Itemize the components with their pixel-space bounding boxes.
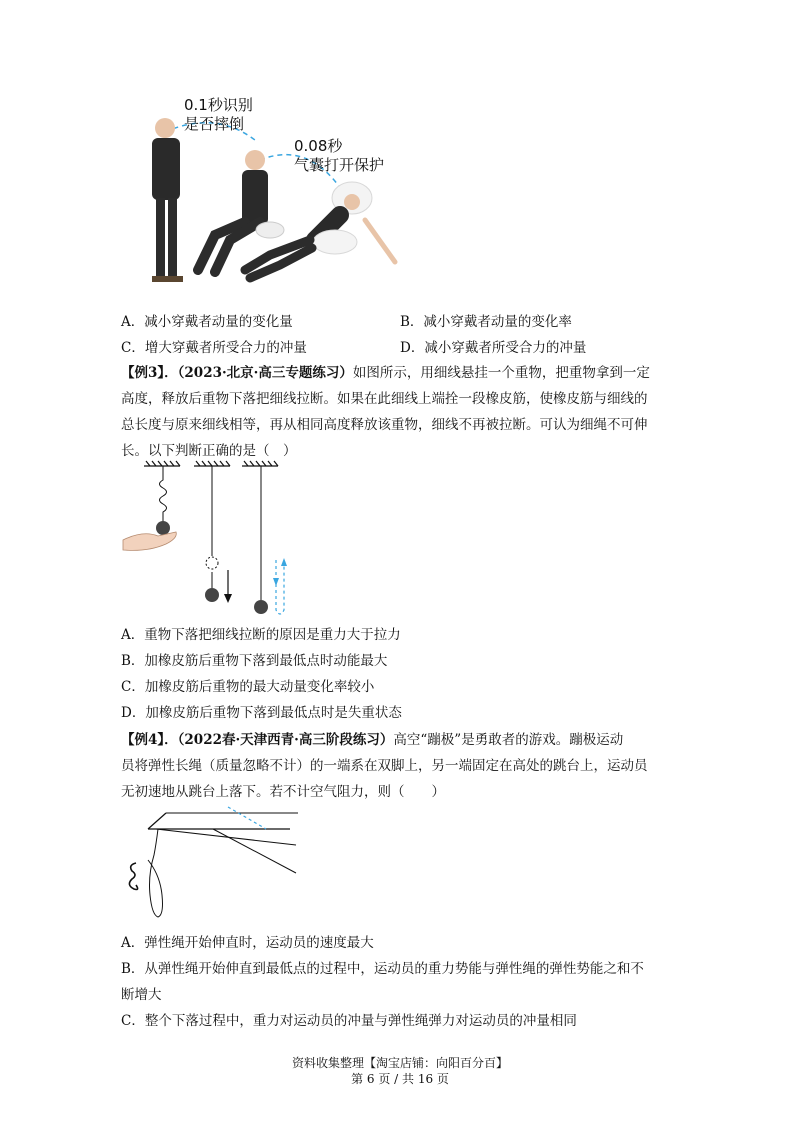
footer-page-number: 第 6 页 / 共 16 页	[351, 1072, 449, 1086]
pendulum-figure	[118, 460, 308, 625]
prev-option-b	[400, 312, 572, 332]
prev-option-c	[121, 338, 307, 358]
example3-tag: 【例3】．	[121, 365, 178, 381]
jumper-icon	[129, 863, 137, 890]
example4-line2: 员将弹性长绳（质量忽略不计）的一端系在双脚上，另一端固定在高处的跳台上，运动员	[121, 758, 648, 774]
example3-option-b	[121, 651, 387, 671]
prev-option-c-text: 增大穿戴者所受合力的冲量	[144, 340, 307, 356]
figure-label-2	[294, 137, 384, 175]
prev-option-d-text: 减小穿戴者所受合力的冲量	[424, 340, 587, 356]
bungee-figure	[118, 805, 303, 925]
example4-tag: 【例4】．	[121, 732, 178, 748]
example4-line3: 无初速地从跳台上落下。若不计空气阻力，则（ ）	[121, 784, 445, 800]
example4-option-a-text: 弹性绳开始伸直时，运动员的速度最大	[144, 935, 374, 951]
standing-person	[152, 118, 183, 282]
prev-option-a-text: 减小穿戴者动量的变化量	[144, 314, 293, 330]
example4-option-a	[121, 933, 374, 953]
figure-label-1	[184, 96, 253, 134]
example3-option-b-letter: B．	[121, 653, 145, 669]
example3-option-a-letter: A．	[121, 627, 145, 643]
prev-option-d	[400, 338, 586, 358]
figure-label-1-line2: 是否摔倒	[184, 115, 245, 133]
example4-option-b-cont-text: 断增大	[121, 987, 162, 1003]
prev-option-b-text: 减小穿戴者动量的变化率	[423, 314, 572, 330]
prev-option-b-letter: B．	[400, 314, 424, 330]
example3-option-d-text: 加橡皮筋后重物下落到最低点时是失重状态	[145, 705, 402, 721]
airbag-illustration	[120, 90, 420, 295]
example4-option-b	[121, 959, 644, 979]
example3-text1: 如图所示，用细线悬挂一个重物，把重物拿到一定	[352, 365, 650, 381]
example4-option-a-letter: A．	[121, 935, 145, 951]
example3-option-d	[121, 703, 402, 723]
example4-source: （2022春·天津西青·高三阶段练习）	[177, 732, 394, 748]
figure-label-2-line2: 气囊打开保护	[294, 156, 385, 174]
pendulum-diagram	[118, 460, 308, 625]
example4-option-c-letter: C．	[121, 1013, 145, 1029]
example3-line4: 长。以下判断正确的是（ ）	[121, 443, 297, 459]
airbag-figure	[120, 90, 420, 295]
hand-icon	[123, 532, 176, 550]
prev-option-d-letter: D．	[400, 340, 425, 356]
footer-source: 资料收集整理【淘宝店铺：向阳百分百】	[291, 1056, 508, 1070]
prev-option-c-letter: C．	[121, 340, 145, 356]
example3-option-b-text: 加橡皮筋后重物下落到最低点时动能最大	[144, 653, 388, 669]
example3-line3: 总长度与原来细线相等，再从相同高度释放该重物，细线不再被拉断。可认为细绳不可伸	[121, 417, 648, 433]
example4-line1	[121, 730, 623, 750]
example3-source: （2023·北京·高三专题练习）	[177, 365, 353, 381]
example3-option-c-letter: C．	[121, 679, 145, 695]
example3-option-d-letter: D．	[121, 705, 146, 721]
prev-option-a	[121, 312, 293, 332]
example3-line2: 高度，释放后重物下落把细线拉断。如果在此细线上端拴一段橡皮筋，使橡皮筋与细线的	[121, 391, 648, 407]
figure-label-1-line1: 0.1秒识别	[184, 96, 253, 114]
example3-option-c	[121, 677, 374, 697]
example4-text1: 高空“蹦极”是勇敢者的游戏。蹦极运动	[393, 732, 624, 748]
example4-option-b-text: 从弹性绳开始伸直到最低点的过程中，运动员的重力势能与弹性绳的弹性势能之和不	[144, 961, 644, 977]
figure-label-2-line1: 0.08秒	[294, 137, 343, 155]
example4-option-b-letter: B．	[121, 961, 145, 977]
example3-option-a-text: 重物下落把细线拉断的原因是重力大于拉力	[144, 627, 401, 643]
example3-line1	[121, 363, 650, 383]
example3-option-a	[121, 625, 401, 645]
example4-option-b-cont	[121, 985, 162, 1005]
bungee-diagram	[118, 805, 303, 925]
example4-option-c	[121, 1011, 577, 1031]
example3-option-c-text: 加橡皮筋后重物的最大动量变化率较小	[144, 679, 375, 695]
prev-option-a-letter: A．	[121, 314, 145, 330]
example4-option-c-text: 整个下落过程中，重力对运动员的冲量与弹性绳弹力对运动员的冲量相同	[144, 1013, 577, 1029]
